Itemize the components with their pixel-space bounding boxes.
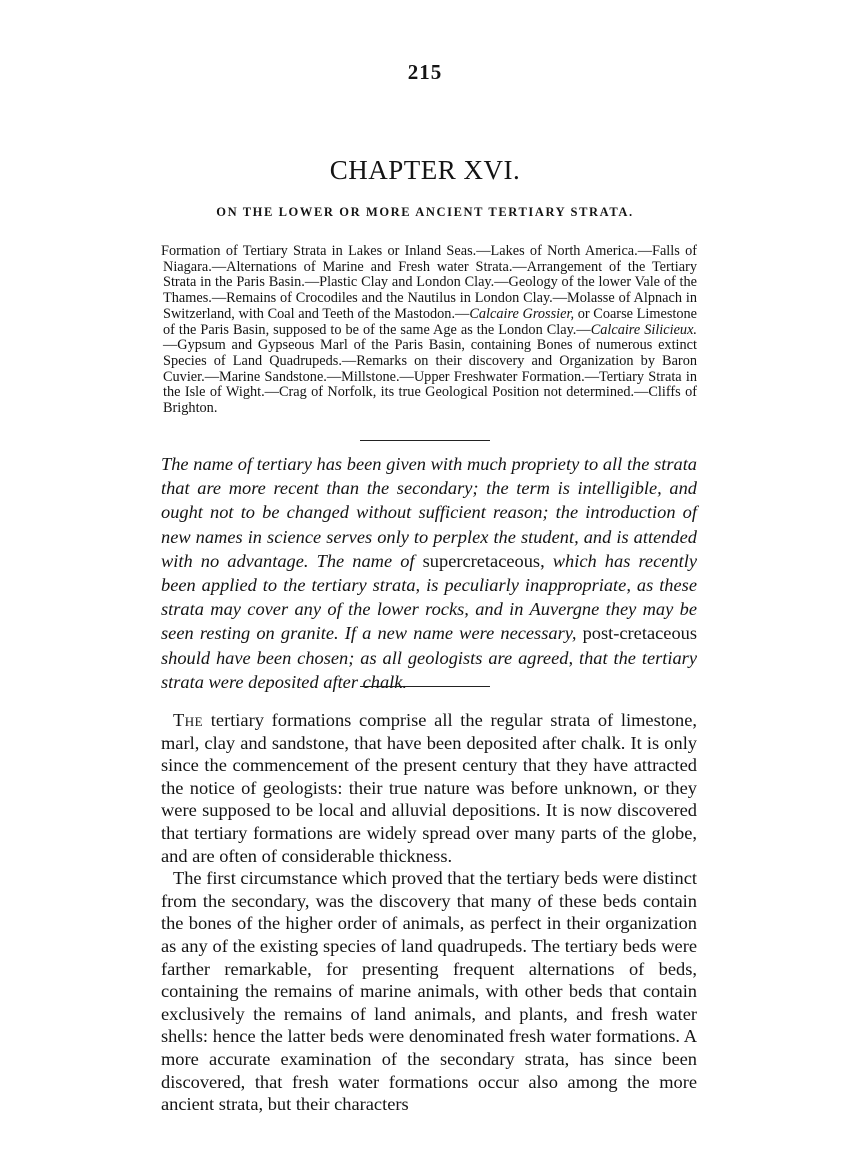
paragraph-lead-word: The [173,710,204,730]
preface-text-3: should have been chosen; as all geologists are agreed, that the tertiary strata were deposited after chalk. [161,647,697,692]
summary-italic-calcaire-silicieux: Calcaire Silicieux. [590,321,697,338]
italic-preface [161,452,697,694]
chapter-subtitle: ON THE LOWER OR MORE ANCIENT TERTIARY STRATA. [216,205,634,219]
preface-text-2: which has recently been applied to the tertiary strata, is peculiarly inappropriate, as these strata may cover any of the lower rocks, and in Auvergne they may be seen resting on granite. If a new name were necessary, [161,550,698,644]
summary-italic-calcaire-grossier: Calcaire Grossier, [469,305,575,322]
page-number: 215 [407,60,443,84]
section-divider-top [360,440,490,441]
chapter-summary [163,244,697,417]
preface-term-supercretaceous: supercretaceous, [422,550,545,571]
body-paragraph-2: The first circumstance which proved that the tertiary beds were distinct from the secondary, was the discovery that many of these beds contain the bones of the higher order of animals, as perfect in their organization as any of the existing species of land quadrupeds. The tertiary beds were farther remarkable, for presenting frequent alternations of beds, containing the remains of marine animals, with other beds that contain exclusively the remains of land animals, and plants, and fresh water shells: hence the latter beds were denominated fresh water formations. A more accurate examination of the secondary strata, has since been discovered, that fresh water formations occur also among the more ancient strata, but their characters [161,868,697,1115]
summary-text-1: Formation of Tertiary Strata in Lakes or Inland Seas.—Lakes of North America.—Falls of Niagara.—Alternations of Marine and Fresh water Strata.—Arrangement of the Tertiary Strata in the Paris Basin.—Plastic Clay and London Clay.—Geology of the lower Vale of the Thames.—Remains of Crocodiles and the Nautilus in London Clay.—Molasse of Alpnach in Switzerland, with Coal and Teeth of the Mastodon.— [161,243,697,322]
chapter-title: CHAPTER XVI. [329,155,521,185]
summary-text-3: —Gypsum and Gypseous Marl of the Paris Basin, containing Bones of numerous extinct Species of Land Quadrupeds.—Remarks on their discovery and Organization by Baron Cuvier.—Marine Sandstone.—Millstone.—Upper Freshwater Formation.—Tertiary Strata in the Isle of Wight.—Crag of Norfolk, its true Geological Position not determined.—Cliffs of Brighton. [163,337,697,417]
summary-text-2: or Coarse Limestone of the Paris Basin, supposed to be of the same Age as the London Clay.— [163,305,697,338]
paragraph-1-text: tertiary formations comprise all the regular strata of limestone, marl, clay and sandstone, that have been deposited after chalk. It is only since the commencement of the present century that they have attracted the notice of geologists: their true nature was before unknown, or they were supposed to be local and alluvial depositions. It is now discovered that tertiary formations are widely spread over many parts of the globe, and are often of considerable thickness. [161,710,697,866]
preface-text-1: The name of tertiary has been given with much propriety to all the strata that are more recent than the secondary; the term is intelligible, and ought not to be changed without sufficient reason; the introduction of new names in science serves only to perplex the student, and is attended with no advantage. The name of [161,454,697,571]
body-text [161,709,697,1116]
section-divider-bottom [360,686,490,687]
preface-term-post-cretaceous: post-cretaceous [582,623,697,644]
body-paragraph-1 [161,709,697,867]
